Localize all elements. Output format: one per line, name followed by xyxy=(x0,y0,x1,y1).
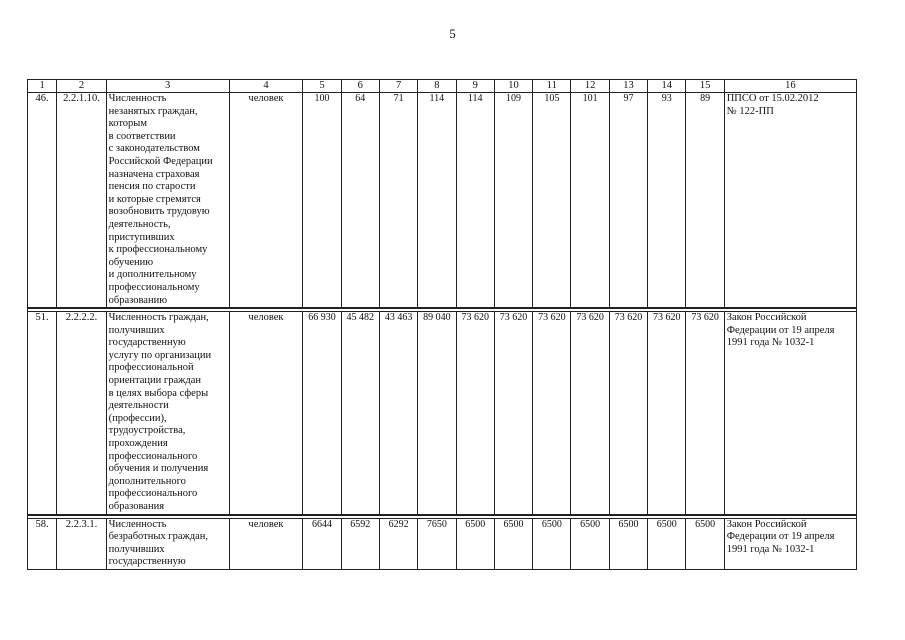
indicator-name-line: пенсия по старости xyxy=(108,181,196,193)
header-cell: 14 xyxy=(648,80,686,93)
table-row xyxy=(28,93,857,309)
indicator-name-cell xyxy=(106,312,229,515)
table-row xyxy=(28,518,857,569)
data-table xyxy=(27,79,857,570)
indicator-name-line: и дополнительному xyxy=(108,269,197,281)
header-cell: 11 xyxy=(533,80,571,93)
legal-basis-line: Закон Российской xyxy=(726,518,807,530)
header-cell: 5 xyxy=(303,80,341,93)
value-cell: 100 xyxy=(303,93,341,309)
value-cell: 66 930 xyxy=(303,312,341,515)
value-cell: 89 040 xyxy=(418,312,456,515)
indicator-name-line: с законодательством xyxy=(108,143,200,155)
value-cell: 43 463 xyxy=(379,312,417,515)
value-cell: 73 620 xyxy=(571,312,609,515)
legal-basis-cell xyxy=(724,312,856,515)
row-number-cell: 51. xyxy=(28,312,57,515)
value-cell: 93 xyxy=(648,93,686,309)
header-cell: 15 xyxy=(686,80,724,93)
indicator-name-line: незанятых граждан, xyxy=(108,105,198,117)
legal-basis-line: Федерации от 19 апреля xyxy=(726,324,835,336)
indicator-name-line: Российской Федерации xyxy=(108,155,213,167)
value-cell: 109 xyxy=(494,93,532,309)
indicator-name-line: обучения и получения xyxy=(108,463,209,475)
value-cell: 97 xyxy=(609,93,647,309)
indicator-name-line: приступивших xyxy=(108,231,175,243)
unit-cell: человек xyxy=(229,312,303,515)
value-cell: 101 xyxy=(571,93,609,309)
header-row xyxy=(28,80,857,93)
value-cell: 64 xyxy=(341,93,379,309)
header-cell: 1 xyxy=(28,80,57,93)
value-cell: 73 620 xyxy=(609,312,647,515)
indicator-name-line: к профессиональному xyxy=(108,244,208,256)
header-cell: 7 xyxy=(379,80,417,93)
indicator-name-cell xyxy=(106,518,229,569)
indicator-name-line: Численность xyxy=(108,93,167,104)
value-cell: 6500 xyxy=(609,518,647,569)
indicator-name-line: профессиональному xyxy=(108,281,200,293)
indicator-name-line: обучению xyxy=(108,256,154,268)
indicator-name-line: прохождения xyxy=(108,438,168,450)
row-number-cell: 58. xyxy=(28,518,57,569)
table-row xyxy=(28,312,857,515)
value-cell: 7650 xyxy=(418,518,456,569)
indicator-name-line: трудоустройства, xyxy=(108,425,186,437)
indicator-name-line: профессионального xyxy=(108,488,198,500)
indicator-name-line: ориентации граждан xyxy=(108,375,201,387)
indicator-name-line: дополнительного xyxy=(108,475,186,487)
indicator-name-line: которым xyxy=(108,118,147,130)
header-cell: 13 xyxy=(609,80,647,93)
indicator-name-line: деятельности xyxy=(108,400,169,412)
indicator-name-line: государственную xyxy=(108,556,186,568)
indicator-name-line: Численность граждан, xyxy=(108,312,209,324)
indicator-name-line: получивших xyxy=(108,324,165,336)
header-cell: 9 xyxy=(456,80,494,93)
indicator-name-line: образованию xyxy=(108,294,168,306)
value-cell: 73 620 xyxy=(494,312,532,515)
unit-cell: человек xyxy=(229,518,303,569)
indicator-name-line: безработных граждан, xyxy=(108,531,209,543)
row-number-cell: 46. xyxy=(28,93,57,309)
header-cell: 16 xyxy=(724,80,856,93)
header-cell: 2 xyxy=(57,80,106,93)
indicator-name-line: в целях выбора сферы xyxy=(108,387,209,399)
header-cell: 10 xyxy=(494,80,532,93)
value-cell: 45 482 xyxy=(341,312,379,515)
row-code-cell: 2.2.2.2. xyxy=(57,312,106,515)
indicator-name-line: Численность xyxy=(108,518,167,530)
value-cell: 6500 xyxy=(494,518,532,569)
indicator-name-line: назначена страховая xyxy=(108,168,200,180)
indicator-name-line: (профессии), xyxy=(108,412,167,424)
indicator-name-line: и которые стремятся xyxy=(108,193,201,205)
header-cell: 4 xyxy=(229,80,303,93)
indicator-name-line: профессиональной xyxy=(108,362,194,374)
legal-basis-line: ППСО от 15.02.2012 xyxy=(726,93,819,104)
row-code-cell: 2.2.3.1. xyxy=(57,518,106,569)
value-cell: 6644 xyxy=(303,518,341,569)
indicator-name-line: деятельность, xyxy=(108,218,171,230)
indicator-name-line: получивших xyxy=(108,543,165,555)
header-cell: 8 xyxy=(418,80,456,93)
value-cell: 105 xyxy=(533,93,571,309)
legal-basis-line: 1991 года № 1032-1 xyxy=(726,337,815,349)
indicator-name-line: возобновить трудовую xyxy=(108,206,210,218)
value-cell: 114 xyxy=(456,93,494,309)
header-cell: 3 xyxy=(106,80,229,93)
indicator-name-line: услугу по организации xyxy=(108,349,212,361)
indicator-name-line: профессионального xyxy=(108,450,198,462)
legal-basis-cell xyxy=(724,93,856,309)
unit-cell: человек xyxy=(229,93,303,309)
legal-basis-line: № 122-ПП xyxy=(726,105,774,117)
value-cell: 89 xyxy=(686,93,724,309)
value-cell: 6500 xyxy=(571,518,609,569)
value-cell: 73 620 xyxy=(533,312,571,515)
value-cell: 73 620 xyxy=(456,312,494,515)
indicator-name-line: государственную xyxy=(108,337,186,349)
legal-basis-line: Закон Российской xyxy=(726,312,807,324)
page-number: 5 xyxy=(449,26,456,41)
header-cell: 6 xyxy=(341,80,379,93)
header-cell: 12 xyxy=(571,80,609,93)
indicator-name-line: образования xyxy=(108,501,165,512)
value-cell: 6500 xyxy=(648,518,686,569)
value-cell: 6500 xyxy=(456,518,494,569)
row-code-cell: 2.2.1.10. xyxy=(57,93,106,309)
value-cell: 6592 xyxy=(341,518,379,569)
value-cell: 71 xyxy=(379,93,417,309)
legal-basis-line: Федерации от 19 апреля xyxy=(726,531,835,543)
value-cell: 73 620 xyxy=(686,312,724,515)
legal-basis-line: 1991 года № 1032-1 xyxy=(726,543,815,555)
indicator-name-line: в соответствии xyxy=(108,130,176,142)
value-cell: 114 xyxy=(418,93,456,309)
value-cell: 6500 xyxy=(533,518,571,569)
value-cell: 6292 xyxy=(379,518,417,569)
value-cell: 73 620 xyxy=(648,312,686,515)
value-cell: 6500 xyxy=(686,518,724,569)
indicator-name-cell xyxy=(106,93,229,309)
legal-basis-cell xyxy=(724,518,856,569)
